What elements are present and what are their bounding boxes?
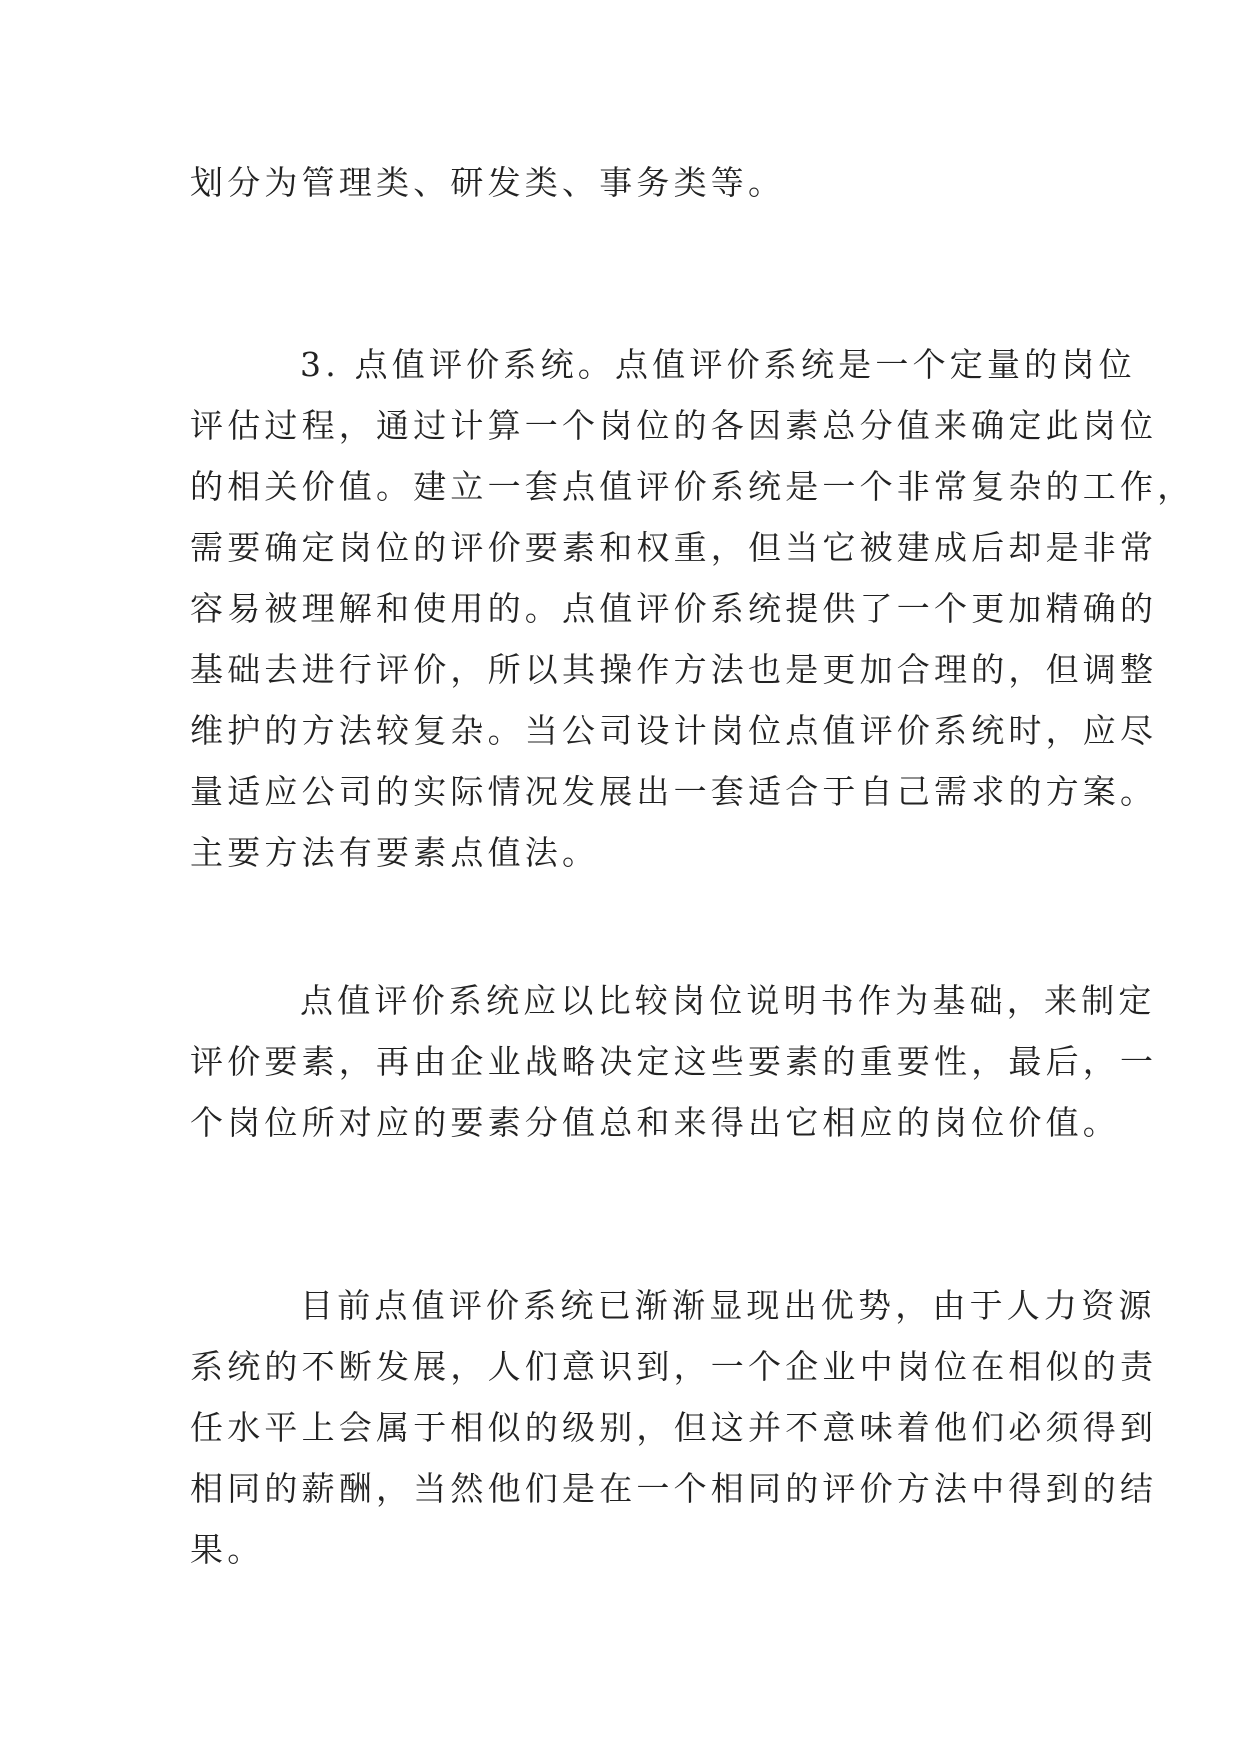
paragraph-point-value-system	[190, 334, 1195, 883]
text-line: 目前点值评价系统已渐渐显现出优势，由于人力资源	[300, 1286, 1156, 1325]
text-line: 量适应公司的实际情况发展出一套适合于自己需求的方案。	[190, 772, 1158, 811]
text-line: 果。	[190, 1530, 265, 1569]
text-line: 容易被理解和使用的。点值评价系统提供了一个更加精确的	[190, 589, 1158, 628]
text-line: 维护的方法较复杂。当公司设计岗位点值评价系统时，应尽	[190, 711, 1158, 750]
text-line: 相同的薪酬，当然他们是在一个相同的评价方法中得到的结	[190, 1469, 1158, 1508]
paragraph-job-categories	[190, 152, 1060, 213]
text-line: 的相关价值。建立一套点值评价系统是一个非常复杂的工作，	[190, 467, 1195, 506]
text-line: 主要方法有要素点值法。	[190, 833, 600, 872]
text-line: 点值评价系统应以比较岗位说明书作为基础，来制定	[300, 981, 1156, 1020]
text-line: 划分为管理类、研发类、事务类等。	[190, 163, 786, 202]
text-line: 个岗位所对应的要素分值总和来得出它相应的岗位价值。	[190, 1103, 1120, 1142]
text-line: 评估过程，通过计算一个岗位的各因素总分值来确定此岗位	[190, 406, 1158, 445]
paragraph-evaluation-basis	[190, 970, 1158, 1153]
text-line: 需要确定岗位的评价要素和权重，但当它被建成后却是非常	[190, 528, 1158, 567]
text-line: 3. 点值评价系统。点值评价系统是一个定量的岗位	[300, 345, 1136, 384]
text-line: 基础去进行评价，所以其操作方法也是更加合理的，但调整	[190, 650, 1158, 689]
paragraph-current-advantages	[190, 1275, 1158, 1580]
text-line: 任水平上会属于相似的级别，但这并不意味着他们必须得到	[190, 1408, 1158, 1447]
text-line: 系统的不断发展，人们意识到，一个企业中岗位在相似的责	[190, 1347, 1158, 1386]
text-line: 评价要素，再由企业战略决定这些要素的重要性，最后，一	[190, 1042, 1158, 1081]
